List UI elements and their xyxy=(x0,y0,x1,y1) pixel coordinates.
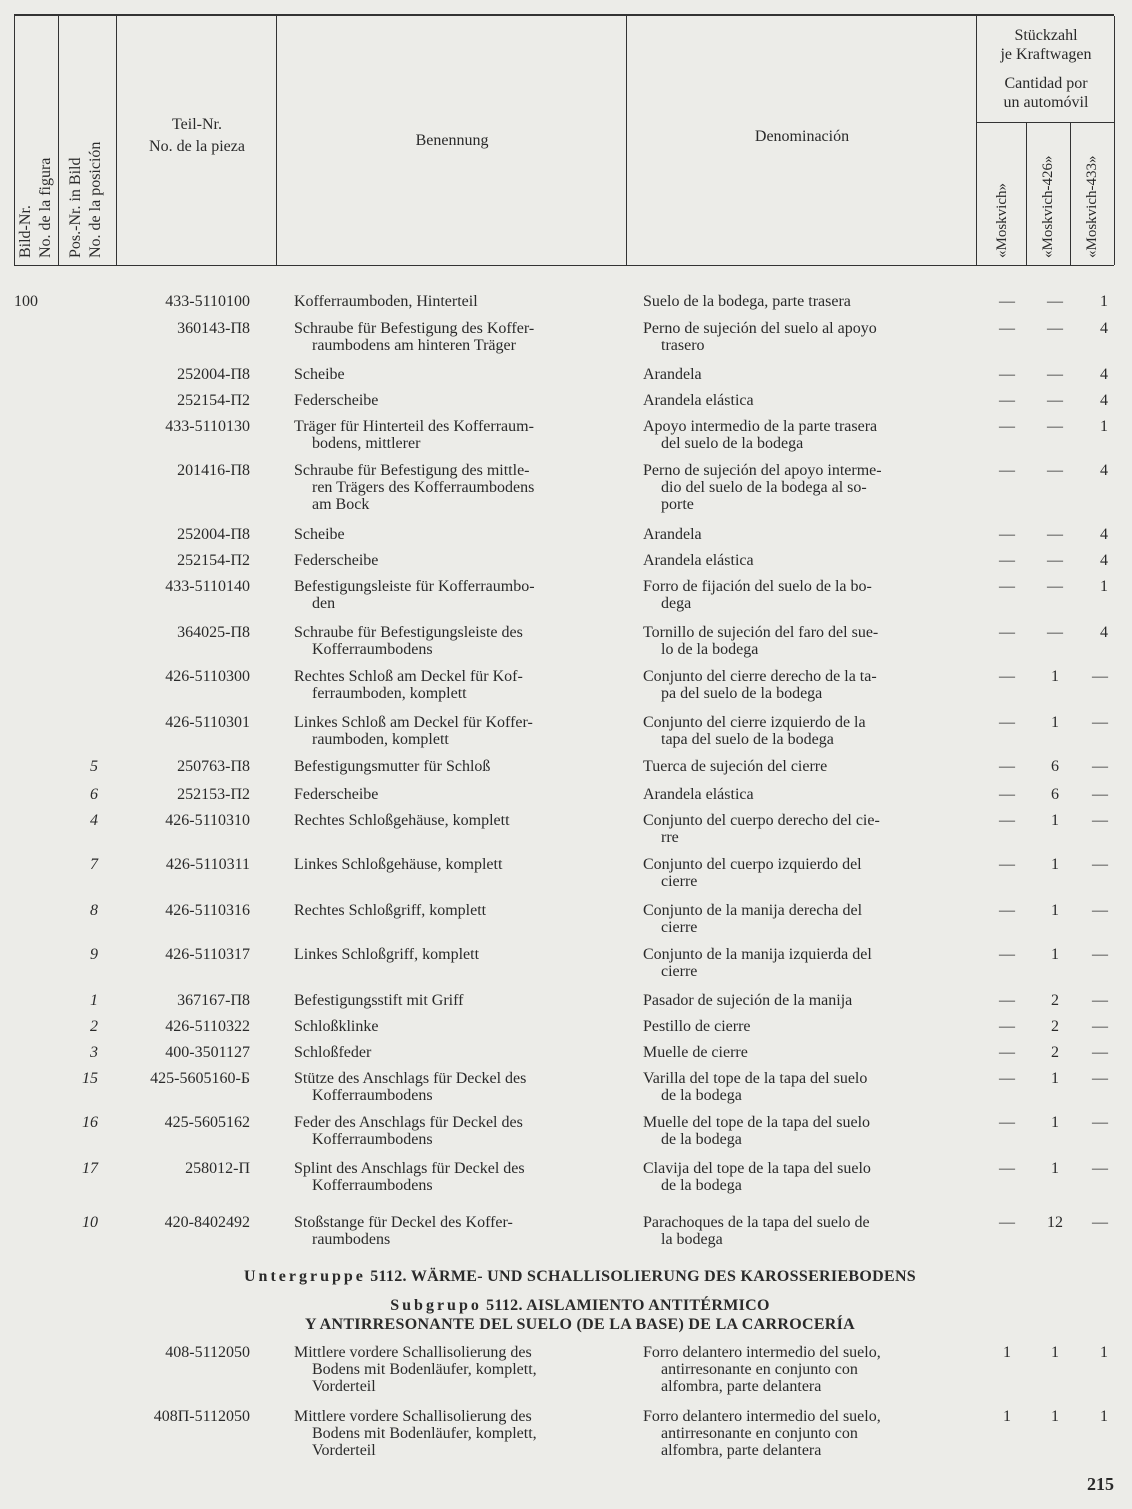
part-number-cell: 400-3501127 xyxy=(165,1044,250,1061)
benennung-line: Scheibe xyxy=(294,366,345,383)
benennung-line: Linkes Schloßgriff, komplett xyxy=(294,946,480,963)
benennung-cell xyxy=(294,758,612,775)
qty-moskvich-cell: — xyxy=(999,992,1015,1009)
qty-moskvich-433-cell: — xyxy=(1092,668,1108,685)
subgroup-prefix-de: Untergruppe xyxy=(244,1268,366,1285)
benennung-line: den xyxy=(312,595,336,612)
benennung-line: Rechtes Schloßgehäuse, komplett xyxy=(294,812,510,829)
column-divider xyxy=(276,16,277,265)
denominacion-cell xyxy=(643,714,961,748)
pos-number-cell: 4 xyxy=(90,812,98,829)
qty-moskvich-426-cell: 1 xyxy=(1051,1070,1059,1087)
benennung-line: Vorderteil xyxy=(312,1378,376,1395)
denominacion-line: antirresonante en conjunto con xyxy=(661,1425,858,1442)
denominacion-line: de la bodega xyxy=(661,1177,742,1194)
benennung-line: Träger für Hinterteil des Kofferraum- xyxy=(294,418,534,435)
benennung-cell xyxy=(294,668,612,702)
qty-moskvich-cell: — xyxy=(999,578,1015,595)
denominacion-cell xyxy=(643,293,961,310)
denominacion-cell xyxy=(643,392,961,409)
denominacion-line: alfombra, parte delantera xyxy=(661,1378,822,1395)
denominacion-line: Parachoques de la tapa del suelo de xyxy=(643,1214,870,1231)
denominacion-cell xyxy=(643,902,961,936)
part-number-cell: 426-5110301 xyxy=(165,714,250,731)
part-number-cell: 250763-П8 xyxy=(177,758,250,775)
fig-number-cell: 100 xyxy=(14,293,38,310)
qty-moskvich-433-cell: — xyxy=(1092,1114,1108,1131)
qty-moskvich-426-cell: 1 xyxy=(1051,1408,1059,1425)
qty-moskvich-433-cell: — xyxy=(1092,992,1108,1009)
part-number-cell: 433-5110140 xyxy=(165,578,250,595)
header-benennung: Benennung xyxy=(415,132,489,149)
qty-moskvich-433-cell: 4 xyxy=(1100,320,1108,337)
qty-moskvich-433-cell: — xyxy=(1092,812,1108,829)
denominacion-line: rre xyxy=(661,829,679,846)
qty-moskvich-cell: — xyxy=(999,1044,1015,1061)
qty-header-rule xyxy=(976,122,1114,123)
denominacion-line: Varilla del tope de la tapa del suelo xyxy=(643,1070,868,1087)
subgroup-title-es: 5112. AISLAMIENTO ANTITÉRMICO xyxy=(486,1297,770,1314)
denominacion-line: de la bodega xyxy=(661,1087,742,1104)
qty-moskvich-cell: — xyxy=(999,418,1015,435)
benennung-line: Vorderteil xyxy=(312,1442,376,1459)
pos-number-cell: 6 xyxy=(90,786,98,803)
part-number-cell: 258012-П xyxy=(185,1160,250,1177)
part-number-cell: 425-5605162 xyxy=(164,1114,250,1131)
part-number-cell: 420-8402492 xyxy=(164,1214,250,1231)
benennung-line: Stoßstange für Deckel des Koffer- xyxy=(294,1214,513,1231)
denominacion-cell xyxy=(643,786,961,803)
qty-moskvich-433-cell: — xyxy=(1092,1070,1108,1087)
denominacion-line: porte xyxy=(661,496,694,513)
qty-moskvich-426-cell: 2 xyxy=(1051,992,1059,1009)
column-divider xyxy=(116,16,117,265)
benennung-line: Kofferraumbodens xyxy=(312,1087,433,1104)
qty-moskvich-426-cell: 1 xyxy=(1051,856,1059,873)
denominacion-line: Tornillo de sujeción del faro del sue- xyxy=(643,624,879,641)
denominacion-line: Conjunto del cuerpo izquierdo del xyxy=(643,856,862,873)
benennung-line: Schraube für Befestigung des mittle- xyxy=(294,462,530,479)
qty-moskvich-cell: — xyxy=(999,902,1015,919)
qty-moskvich-cell: 1 xyxy=(1003,1408,1011,1425)
part-number-cell: 426-5110317 xyxy=(165,946,250,963)
benennung-line: Mittlere vordere Schallisolierung des xyxy=(294,1408,532,1425)
denominacion-line: Conjunto del cuerpo derecho del cie- xyxy=(643,812,880,829)
pos-number-cell: 7 xyxy=(90,856,98,873)
pos-number-cell: 9 xyxy=(90,946,98,963)
benennung-line: am Bock xyxy=(312,496,370,513)
qty-moskvich-426-cell: 1 xyxy=(1051,812,1059,829)
denominacion-line: Arandela xyxy=(643,526,702,543)
part-number-cell: 252154-П2 xyxy=(177,392,250,409)
page-number: 215 xyxy=(1087,1474,1114,1494)
denominacion-line: Conjunto de la manija izquierda del xyxy=(643,946,872,963)
pos-number-cell: 10 xyxy=(82,1214,98,1231)
benennung-cell xyxy=(294,1044,612,1061)
qty-moskvich-cell: — xyxy=(999,526,1015,543)
benennung-line: Linkes Schloß am Deckel für Koffer- xyxy=(294,714,533,731)
qty-moskvich-433-cell: — xyxy=(1092,1044,1108,1061)
denominacion-line: Arandela elástica xyxy=(643,786,754,803)
qty-moskvich-cell: — xyxy=(999,552,1015,569)
benennung-line: Kofferraumboden, Hinterteil xyxy=(294,293,478,310)
qty-moskvich-426-cell: — xyxy=(1047,320,1063,337)
header-model-moskvich: «Moskvich» xyxy=(994,183,1010,258)
qty-moskvich-cell: — xyxy=(999,758,1015,775)
header-denominacion: Denominación xyxy=(754,128,850,145)
qty-moskvich-433-cell: — xyxy=(1092,1018,1108,1035)
benennung-line: Befestigungsmutter für Schloß xyxy=(294,758,491,775)
qty-moskvich-433-cell: 4 xyxy=(1100,392,1108,409)
denominacion-cell xyxy=(643,812,961,846)
denominacion-line: del suelo de la bodega xyxy=(661,435,804,452)
denominacion-cell xyxy=(643,1018,961,1035)
subgroup-prefix-es: Subgrupo xyxy=(390,1297,482,1314)
qty-moskvich-426-cell: — xyxy=(1047,366,1063,383)
part-number-cell: 426-5110322 xyxy=(165,1018,250,1035)
table-top-rule xyxy=(14,14,1114,16)
part-number-cell: 252153-П2 xyxy=(177,786,250,803)
qty-moskvich-426-cell: — xyxy=(1047,418,1063,435)
qty-moskvich-cell: — xyxy=(999,812,1015,829)
pos-number-cell: 15 xyxy=(82,1070,98,1087)
denominacion-line: Muelle del tope de la tapa del suelo xyxy=(643,1114,871,1131)
header-model-426: «Moskvich-426» xyxy=(1040,155,1056,258)
benennung-line: Schloßklinke xyxy=(294,1018,379,1035)
qty-moskvich-433-cell: 4 xyxy=(1100,552,1108,569)
benennung-cell xyxy=(294,366,612,383)
qty-moskvich-426-cell: 1 xyxy=(1051,1160,1059,1177)
denominacion-cell xyxy=(643,758,961,775)
denominacion-cell xyxy=(643,578,961,612)
benennung-line: Splint des Anschlags für Deckel des xyxy=(294,1160,525,1177)
benennung-line: Mittlere vordere Schallisolierung des xyxy=(294,1344,532,1361)
qty-moskvich-cell: — xyxy=(999,624,1015,641)
denominacion-line: Pasador de sujeción de la manija xyxy=(643,992,853,1009)
benennung-cell xyxy=(294,786,612,803)
part-number-cell: 252004-П8 xyxy=(177,526,250,543)
qty-moskvich-433-cell: 4 xyxy=(1100,526,1108,543)
part-number-cell: 367167-П8 xyxy=(177,992,250,1009)
part-number-cell: 364025-П8 xyxy=(177,624,250,641)
denominacion-cell xyxy=(643,856,961,890)
denominacion-cell xyxy=(643,1160,961,1194)
denominacion-line: la bodega xyxy=(661,1231,723,1248)
header-fig-number: Bild-Nr. No. de la figura xyxy=(17,157,54,258)
benennung-cell xyxy=(294,1344,612,1395)
qty-moskvich-426-cell: 6 xyxy=(1051,786,1059,803)
subgroup-heading-de xyxy=(100,1267,1060,1287)
benennung-cell xyxy=(294,578,612,612)
benennung-line: Linkes Schloßgehäuse, komplett xyxy=(294,856,503,873)
benennung-line: Befestigungsleiste für Kofferraumbo- xyxy=(294,578,535,595)
benennung-line: Federscheibe xyxy=(294,392,379,409)
benennung-line: Schraube für Befestigung des Koffer- xyxy=(294,320,535,337)
denominacion-line: Arandela xyxy=(643,366,702,383)
qty-moskvich-433-cell: 4 xyxy=(1100,462,1108,479)
column-divider xyxy=(626,16,627,265)
denominacion-line: Conjunto de la manija derecha del xyxy=(643,902,863,919)
denominacion-line: cierre xyxy=(661,919,698,936)
benennung-cell xyxy=(294,1070,612,1104)
denominacion-cell xyxy=(643,1214,961,1248)
qty-moskvich-cell: — xyxy=(999,320,1015,337)
qty-moskvich-433-cell: 1 xyxy=(1100,1344,1108,1361)
qty-moskvich-433-cell: — xyxy=(1092,856,1108,873)
benennung-line: Rechtes Schloßgriff, komplett xyxy=(294,902,487,919)
denominacion-cell xyxy=(643,1044,961,1061)
header-qty-es: Cantidad por un automóvil xyxy=(1003,75,1089,111)
column-divider xyxy=(1114,16,1115,265)
part-number-cell: 433-5110100 xyxy=(165,293,250,310)
denominacion-line: Muelle de cierre xyxy=(643,1044,748,1061)
subgroup-heading-es xyxy=(100,1296,1060,1316)
benennung-line: bodens, mittlerer xyxy=(312,435,421,452)
benennung-line: Schloßfeder xyxy=(294,1044,372,1061)
subgroup-heading-es-line2: Y ANTIRRESONANTE DEL SUELO (DE LA BASE) DE LA CARROCERÍA xyxy=(304,1316,856,1333)
part-number-cell: 426-5110311 xyxy=(165,856,250,873)
column-divider xyxy=(976,16,977,265)
denominacion-cell xyxy=(643,946,961,980)
qty-moskvich-426-cell: 1 xyxy=(1051,1114,1059,1131)
denominacion-line: dega xyxy=(661,595,692,612)
qty-moskvich-cell: — xyxy=(999,714,1015,731)
pos-number-cell: 3 xyxy=(90,1044,98,1061)
qty-moskvich-426-cell: 12 xyxy=(1047,1214,1063,1231)
denominacion-cell xyxy=(643,624,961,658)
header-part-number: Teil-Nr. No. de la pieza xyxy=(149,116,245,155)
benennung-cell xyxy=(294,462,612,513)
benennung-cell xyxy=(294,552,612,569)
qty-moskvich-426-cell: 1 xyxy=(1051,902,1059,919)
pos-number-cell: 5 xyxy=(90,758,98,775)
qty-moskvich-433-cell: — xyxy=(1092,714,1108,731)
denominacion-line: Forro delantero intermedio del suelo, xyxy=(643,1408,881,1425)
denominacion-line: Conjunto del cierre derecho de la ta- xyxy=(643,668,877,685)
benennung-line: Federscheibe xyxy=(294,552,379,569)
pos-number-cell: 8 xyxy=(90,902,98,919)
benennung-line: raumbodens am hinteren Träger xyxy=(312,337,516,354)
qty-moskvich-cell: — xyxy=(999,366,1015,383)
benennung-line: ferraumboden, komplett xyxy=(312,685,467,702)
benennung-cell xyxy=(294,812,612,829)
benennung-line: Kofferraumbodens xyxy=(312,641,433,658)
benennung-line: Bodens mit Bodenläufer, komplett, xyxy=(312,1361,537,1378)
qty-moskvich-cell: — xyxy=(999,1018,1015,1035)
denominacion-line: antirresonante en conjunto con xyxy=(661,1361,858,1378)
denominacion-line: Clavija del tope de la tapa del suelo xyxy=(643,1160,871,1177)
denominacion-line: Forro delantero intermedio del suelo, xyxy=(643,1344,881,1361)
denominacion-line: Pestillo de cierre xyxy=(643,1018,751,1035)
qty-moskvich-426-cell: 1 xyxy=(1051,714,1059,731)
qty-moskvich-426-cell: — xyxy=(1047,293,1063,310)
denominacion-cell xyxy=(643,1344,961,1395)
denominacion-line: cierre xyxy=(661,873,698,890)
part-number-cell: 426-5110316 xyxy=(165,902,250,919)
benennung-cell xyxy=(294,526,612,543)
pos-number-cell: 17 xyxy=(82,1160,98,1177)
benennung-line: raumboden, komplett xyxy=(312,731,449,748)
denominacion-line: Arandela elástica xyxy=(643,392,754,409)
qty-moskvich-433-cell: 1 xyxy=(1100,1408,1108,1425)
denominacion-cell xyxy=(643,462,961,513)
header-bottom-rule xyxy=(14,265,1114,266)
column-divider xyxy=(58,16,59,265)
qty-moskvich-426-cell: 2 xyxy=(1051,1044,1059,1061)
part-number-cell: 408П-5112050 xyxy=(153,1408,250,1425)
denominacion-line: Perno de sujeción del suelo al apoyo xyxy=(643,320,877,337)
benennung-line: Feder des Anschlags für Deckel des xyxy=(294,1114,523,1131)
denominacion-line: de la bodega xyxy=(661,1131,742,1148)
denominacion-line: pa del suelo de la bodega xyxy=(661,685,823,702)
qty-moskvich-433-cell: — xyxy=(1092,786,1108,803)
denominacion-line: alfombra, parte delantera xyxy=(661,1442,822,1459)
benennung-cell xyxy=(294,992,612,1009)
benennung-line: Befestigungsstift mit Griff xyxy=(294,992,464,1009)
denominacion-line: cierre xyxy=(661,963,698,980)
denominacion-line: Tuerca de sujeción del cierre xyxy=(643,758,828,775)
denominacion-cell xyxy=(643,320,961,354)
qty-moskvich-426-cell: 1 xyxy=(1051,946,1059,963)
benennung-line: Rechtes Schloß am Deckel für Kof- xyxy=(294,668,523,685)
benennung-cell xyxy=(294,418,612,452)
qty-moskvich-cell: 1 xyxy=(1003,1344,1011,1361)
denominacion-line: tapa del suelo de la bodega xyxy=(661,731,834,748)
benennung-cell xyxy=(294,392,612,409)
denominacion-line: Forro de fijación del suelo de la bo- xyxy=(643,578,872,595)
benennung-cell xyxy=(294,1018,612,1035)
column-divider xyxy=(14,16,15,265)
qty-moskvich-426-cell: — xyxy=(1047,392,1063,409)
qty-moskvich-cell: — xyxy=(999,786,1015,803)
denominacion-line: Apoyo intermedio de la parte trasera xyxy=(643,418,878,435)
denominacion-cell xyxy=(643,418,961,452)
qty-moskvich-cell: — xyxy=(999,392,1015,409)
benennung-cell xyxy=(294,1114,612,1148)
benennung-line: Kofferraumbodens xyxy=(312,1131,433,1148)
qty-moskvich-cell: — xyxy=(999,946,1015,963)
denominacion-cell xyxy=(643,668,961,702)
benennung-cell xyxy=(294,856,612,873)
benennung-line: Bodens mit Bodenläufer, komplett, xyxy=(312,1425,537,1442)
benennung-cell xyxy=(294,714,612,748)
denominacion-cell xyxy=(643,1114,961,1148)
benennung-cell xyxy=(294,1160,612,1194)
qty-moskvich-433-cell: — xyxy=(1092,946,1108,963)
qty-moskvich-cell: — xyxy=(999,1114,1015,1131)
qty-moskvich-433-cell: — xyxy=(1092,1160,1108,1177)
qty-moskvich-cell: — xyxy=(999,1214,1015,1231)
denominacion-line: Perno de sujeción del apoyo interme- xyxy=(643,462,882,479)
denominacion-cell xyxy=(643,992,961,1009)
benennung-cell xyxy=(294,946,612,963)
part-number-cell: 201416-П8 xyxy=(177,462,250,479)
denominacion-line: trasero xyxy=(661,337,705,354)
column-divider xyxy=(1026,123,1027,265)
part-number-cell: 425-5605160-Б xyxy=(150,1070,250,1087)
qty-moskvich-426-cell: — xyxy=(1047,624,1063,641)
part-number-cell: 360143-П8 xyxy=(177,320,250,337)
qty-moskvich-433-cell: 1 xyxy=(1100,418,1108,435)
part-number-cell: 433-5110130 xyxy=(165,418,250,435)
benennung-line: Scheibe xyxy=(294,526,345,543)
denominacion-line: Arandela elástica xyxy=(643,552,754,569)
part-number-cell: 252154-П2 xyxy=(177,552,250,569)
qty-moskvich-426-cell: — xyxy=(1047,526,1063,543)
benennung-cell xyxy=(294,624,612,658)
qty-moskvich-433-cell: — xyxy=(1092,1214,1108,1231)
benennung-line: ren Trägers des Kofferraumbodens xyxy=(312,479,535,496)
qty-moskvich-cell: — xyxy=(999,1070,1015,1087)
qty-moskvich-433-cell: — xyxy=(1092,902,1108,919)
qty-moskvich-cell: — xyxy=(999,293,1015,310)
qty-moskvich-433-cell: 1 xyxy=(1100,578,1108,595)
qty-moskvich-cell: — xyxy=(999,856,1015,873)
header-pos-number: Pos.-Nr. in Bild No. de la posición xyxy=(67,141,104,258)
qty-moskvich-426-cell: 1 xyxy=(1051,668,1059,685)
qty-moskvich-433-cell: 4 xyxy=(1100,366,1108,383)
part-number-cell: 252004-П8 xyxy=(177,366,250,383)
denominacion-line: Conjunto del cierre izquierdo de la xyxy=(643,714,866,731)
qty-moskvich-433-cell: 4 xyxy=(1100,624,1108,641)
denominacion-cell xyxy=(643,1070,961,1104)
benennung-line: raumbodens xyxy=(312,1231,391,1248)
header-model-433: «Moskvich-433» xyxy=(1084,155,1100,258)
qty-moskvich-cell: — xyxy=(999,462,1015,479)
qty-moskvich-426-cell: — xyxy=(1047,462,1063,479)
subgroup-title-de: 5112. WÄRME- UND SCHALLISOLIERUNG DES KAROSSERIEBODENS xyxy=(370,1268,916,1285)
denominacion-cell xyxy=(643,366,961,383)
part-number-cell: 426-5110300 xyxy=(165,668,250,685)
denominacion-line: Suelo de la bodega, parte trasera xyxy=(643,293,851,310)
qty-moskvich-426-cell: — xyxy=(1047,552,1063,569)
qty-moskvich-cell: — xyxy=(999,1160,1015,1177)
header-qty-de: Stückzahl je Kraftwagen xyxy=(1000,27,1092,63)
benennung-cell xyxy=(294,1214,612,1248)
pos-number-cell: 16 xyxy=(82,1114,98,1131)
qty-moskvich-433-cell: 1 xyxy=(1100,293,1108,310)
denominacion-cell xyxy=(643,1408,961,1459)
benennung-cell xyxy=(294,1408,612,1459)
benennung-line: Stütze des Anschlags für Deckel des xyxy=(294,1070,527,1087)
benennung-cell xyxy=(294,320,612,354)
denominacion-cell xyxy=(643,552,961,569)
benennung-line: Kofferraumbodens xyxy=(312,1177,433,1194)
benennung-cell xyxy=(294,902,612,919)
column-divider xyxy=(1070,123,1071,265)
qty-moskvich-426-cell: 6 xyxy=(1051,758,1059,775)
qty-moskvich-426-cell: 1 xyxy=(1051,1344,1059,1361)
qty-moskvich-433-cell: — xyxy=(1092,758,1108,775)
benennung-line: Schraube für Befestigungsleiste des xyxy=(294,624,523,641)
denominacion-line: lo de la bodega xyxy=(661,641,759,658)
benennung-line: Federscheibe xyxy=(294,786,379,803)
pos-number-cell: 1 xyxy=(90,992,98,1009)
part-number-cell: 408-5112050 xyxy=(165,1344,250,1361)
denominacion-line: dio del suelo de la bodega al so- xyxy=(661,479,867,496)
part-number-cell: 426-5110310 xyxy=(165,812,250,829)
qty-moskvich-cell: — xyxy=(999,668,1015,685)
qty-moskvich-426-cell: — xyxy=(1047,578,1063,595)
pos-number-cell: 2 xyxy=(90,1018,98,1035)
benennung-cell xyxy=(294,293,612,310)
qty-moskvich-426-cell: 2 xyxy=(1051,1018,1059,1035)
denominacion-cell xyxy=(643,526,961,543)
